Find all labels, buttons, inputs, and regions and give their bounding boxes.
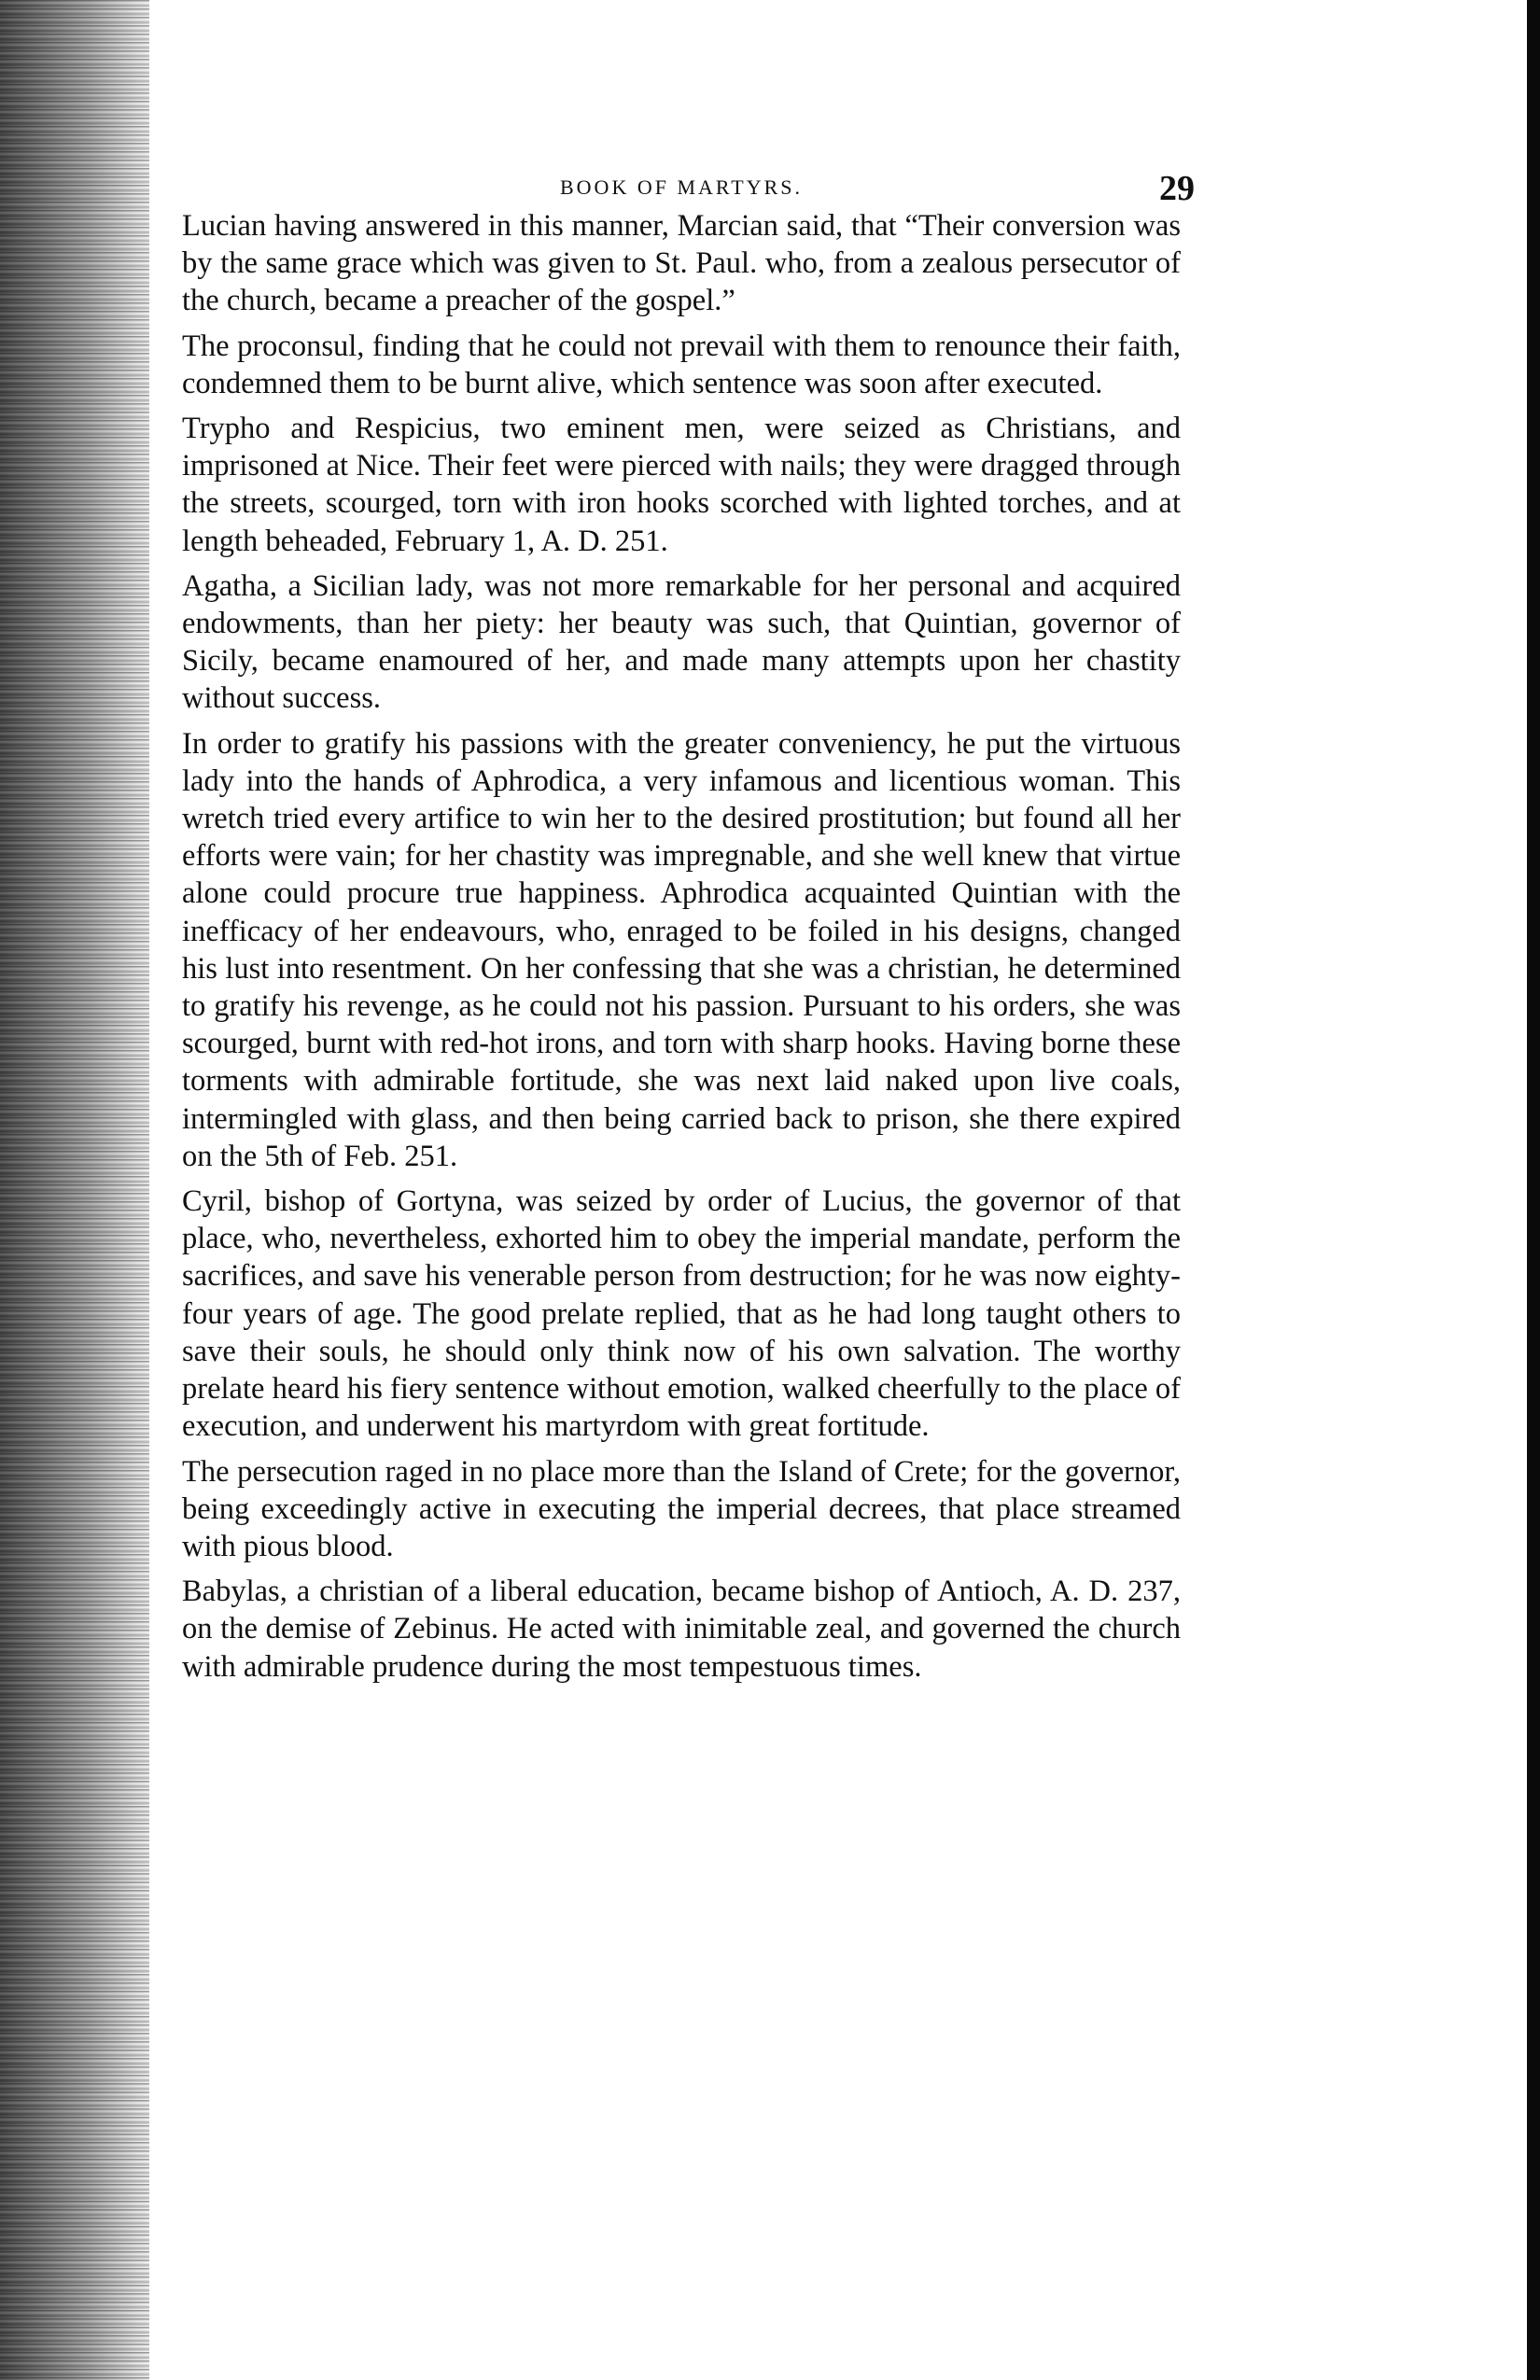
running-head-title: BOOK OF MARTYRS. (560, 175, 803, 199)
page-number: 29 (1159, 169, 1195, 208)
paragraph-crete: The persecution raged in no place more than the Island of Crete; for the governor, being exceedingly active in executing the imperial decrees, that place streamed with pious blood. (182, 1454, 1181, 1563)
paragraph-agatha: Agatha, a Sicilian lady, was not more remarkable for her personal and acquired endowments, than her piety: her beauty was such, that Quintian, governor of Sicily, became enamoured of her, and made many attempts upon her chastity without success. (182, 568, 1181, 716)
paragraph-aphrodica: In order to gratify his passions with the greater conveniency, he put the virtuous lady into the hands of Aphrodica, a very infamous and licentious woman. This wretch tried every artifice to win her to the desired prostitution; but found all her efforts were vain; for her chastity was impregnable, and she well knew that virtue alone could procure true happiness. Aphrodica acquainted Quintian with the inefficacy of her endeavours, who, enraged to be foiled in his designs, changed his lust into resentment. On her confessing that she was a christian, he determined to gratify his revenge, as he could not his passion. Pursuant to his orders, she was scourged, burnt with red-hot irons, and torn with sharp hooks. Having borne these torments with admirable fortitude, she was next laid naked upon live coals, intermingled with glass, and then being carried back to prison, she there expired on the 5th of Feb. 251. (182, 726, 1181, 1173)
paragraph-babylas: Babylas, a christian of a liberal education, became bishop of Antioch, A. D. 237, on the demise of Zebinus. He acted with inimitable zeal, and governed the church with admirable prudence during the most tempestuous times. (182, 1575, 1181, 1684)
paragraph-trypho: Trypho and Respicius, two eminent men, were seized as Christians, and imprisoned at Nice. Their feet were pierced with nails; they were dragged through the streets, scourged, torn with iron hooks scorched with lighted torches, and at length beheaded, February 1, A. D. 251. (182, 412, 1181, 558)
paragraph-proconsul: The proconsul, finding that he could not prevail with them to renounce their faith, condemned them to be burnt alive, which sentence was soon after executed. (182, 329, 1181, 400)
binding-shadow (0, 0, 149, 2380)
paragraph-cyril: Cyril, bishop of Gortyna, was seized by order of Lucius, the governor of that place, who, nevertheless, exhorted him to obey the imperial mandate, perform the sacrifices, and save his venerable person from destruction; for he was now eighty-four years of age. The good prelate replied, that as he had long taught others to save their souls, he should only think now of his own salvation. The worthy prelate heard his fiery sentence without emotion, walked cheerfully to the place of execution, and underwent his martyrdom with great fortitude. (182, 1184, 1181, 1444)
paragraph-lucian: Lucian having answered in this manner, Marcian said, that “Their conversion was by the same grace which was given to St. Paul. who, from a zealous persecutor of the church, became a preacher of the gospel.” (182, 209, 1181, 318)
body-text (182, 207, 1181, 1693)
page-edge (1527, 0, 1540, 2380)
